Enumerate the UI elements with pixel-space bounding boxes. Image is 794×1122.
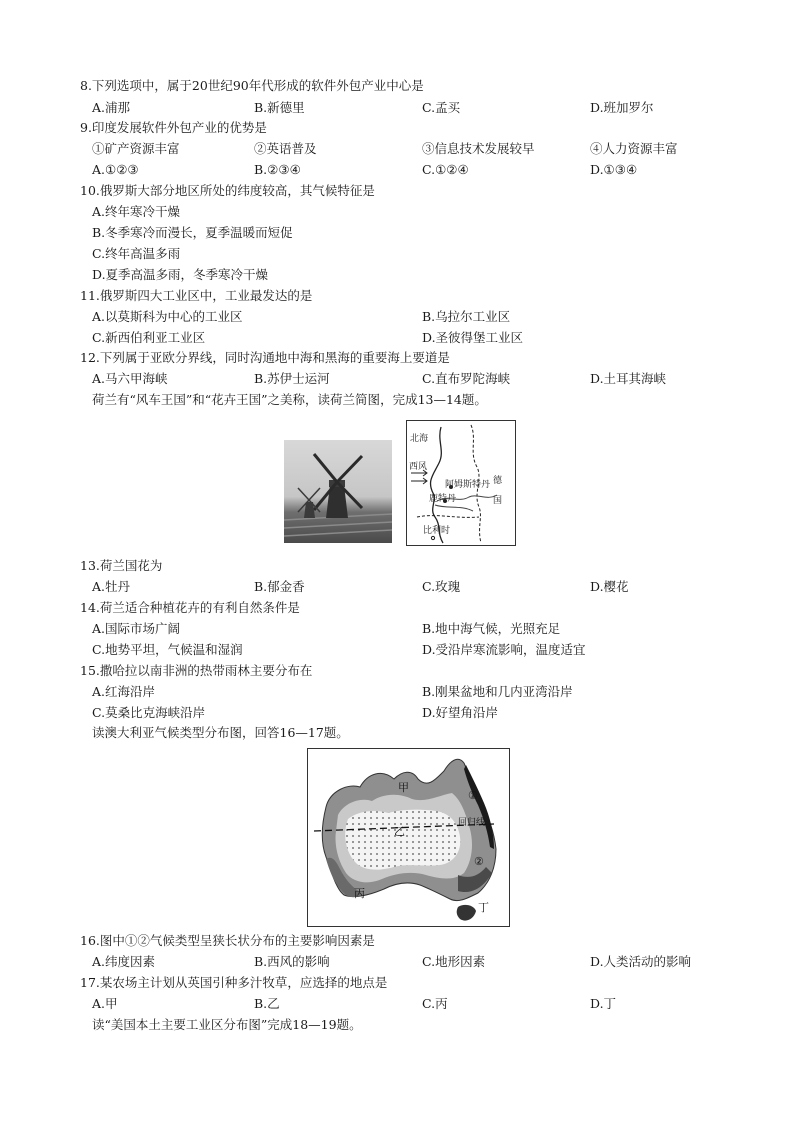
question-8-stem: 8.下列选项中，属于20世纪90年代形成的软件外包产业中心是 (80, 78, 424, 93)
question-11-option-b: B.乌拉尔工业区 (422, 309, 511, 324)
question-9-statement-4: ④人力资源丰富 (590, 141, 678, 156)
question-13-option-a: A.牡丹 (92, 579, 131, 594)
question-10-option-c: C.终年高温多雨 (92, 246, 181, 261)
question-13-option-d: D.樱花 (590, 579, 629, 594)
label-germany-2: 国 (493, 496, 503, 506)
label-bing: 丙 (354, 887, 365, 900)
question-17-option-a: A.甲 (92, 996, 118, 1011)
question-15-option-d: D.好望角沿岸 (422, 705, 499, 720)
label-westerly: 西风 (409, 462, 428, 472)
label-amsterdam: 阿姆斯特丹 (445, 480, 491, 490)
question-14-option-b: B.地中海气候，光照充足 (422, 621, 561, 636)
question-13-option-c: C.玫瑰 (422, 579, 461, 594)
question-16-option-b: B.西风的影响 (254, 954, 330, 969)
question-8-option-c: C.孟买 (422, 100, 461, 115)
label-yi: 乙 (394, 825, 405, 838)
question-9-option-a: A.①②③ (92, 162, 139, 177)
question-16-option-d: D.人类活动的影响 (590, 954, 692, 969)
question-10-option-d: D.夏季高温多雨，冬季寒冷干燥 (92, 267, 269, 282)
question-11-option-d: D.圣彼得堡工业区 (422, 330, 524, 345)
australia-climate-map (307, 748, 510, 927)
label-germany-1: 德 (493, 476, 503, 486)
netherlands-intro: 荷兰有“风车王国”和“花卉王国”之美称，读荷兰简图，完成13—14题。 (92, 392, 487, 407)
label-circle-1: ① (468, 789, 478, 802)
question-9-stem: 9.印度发展软件外包产业的优势是 (80, 120, 267, 135)
question-15-stem: 15.撒哈拉以南非洲的热带雨林主要分布在 (80, 663, 313, 678)
question-14-option-d: D.受沿岸寒流影响，温度适宜 (422, 642, 586, 657)
question-11-stem: 11.俄罗斯四大工业区中，工业最发达的是 (80, 288, 313, 303)
question-10-option-a: A.终年寒冷干燥 (92, 204, 181, 219)
question-17-option-b: B.乙 (254, 996, 280, 1011)
label-ding: 丁 (478, 901, 489, 914)
question-14-stem: 14.荷兰适合种植花卉的有利自然条件是 (80, 600, 300, 615)
windmill-icon (284, 440, 392, 543)
question-17-stem: 17.某农场主计划从英国引种多汁牧草，应选择的地点是 (80, 975, 388, 990)
question-9-statement-2: ②英语普及 (254, 141, 317, 156)
usa-intro: 读“美国本土主要工业区分布图”完成18—19题。 (92, 1017, 362, 1032)
question-13-stem: 13.荷兰国花为 (80, 558, 163, 573)
question-11-option-a: A.以莫斯科为中心的工业区 (92, 309, 243, 324)
question-16-stem: 16.图中①②气候类型呈狭长状分布的主要影响因素是 (80, 933, 375, 948)
question-9-statement-3: ③信息技术发展较早 (422, 141, 535, 156)
question-10-option-b: B.冬季寒冷而漫长，夏季温暖而短促 (92, 225, 293, 240)
australia-intro: 读澳大利亚气候类型分布图，回答16—17题。 (92, 725, 349, 740)
question-12-option-a: A.马六甲海峡 (92, 371, 168, 386)
question-12-stem: 12.下列属于亚欧分界线，同时沟通地中海和黑海的重要海上要道是 (80, 350, 450, 365)
label-tropic-line: 回归线 (458, 818, 486, 828)
question-10-stem: 10.俄罗斯大部分地区所处的纬度较高，其气候特征是 (80, 183, 375, 198)
question-11-option-c: C.新西伯利亚工业区 (92, 330, 206, 345)
label-north-sea: 北海 (410, 434, 429, 444)
windmill-photo (284, 440, 392, 543)
netherlands-map (406, 420, 516, 546)
question-13-option-b: B.郁金香 (254, 579, 305, 594)
question-15-option-a: A.红海沿岸 (92, 684, 156, 699)
question-8-option-a: A.浦那 (92, 100, 131, 115)
question-15-option-b: B.刚果盆地和几内亚湾沿岸 (422, 684, 573, 699)
question-12-option-c: C.直布罗陀海峡 (422, 371, 511, 386)
question-14-option-c: C.地势平坦，气候温和湿润 (92, 642, 243, 657)
question-17-option-c: C.丙 (422, 996, 448, 1011)
question-16-option-a: A.纬度因素 (92, 954, 156, 969)
question-15-option-c: C.莫桑比克海峡沿岸 (92, 705, 206, 720)
question-8-option-d: D.班加罗尔 (590, 100, 654, 115)
label-rotterdam: 鹿特丹 (429, 494, 457, 504)
question-8-option-b: B.新德里 (254, 100, 305, 115)
label-belgium: 比利时 (423, 526, 451, 536)
question-17-option-d: D.丁 (590, 996, 617, 1011)
question-9-option-c: C.①②④ (422, 162, 469, 177)
question-9-statement-1: ①矿产资源丰富 (92, 141, 180, 156)
label-jia: 甲 (398, 781, 409, 794)
label-circle-2: ② (474, 855, 484, 868)
question-12-option-d: D.土耳其海峡 (590, 371, 667, 386)
question-9-option-d: D.①③④ (590, 162, 638, 177)
question-14-option-a: A.国际市场广阔 (92, 621, 181, 636)
question-9-option-b: B.②③④ (254, 162, 301, 177)
question-12-option-b: B.苏伊士运河 (254, 371, 330, 386)
question-16-option-c: C.地形因素 (422, 954, 486, 969)
